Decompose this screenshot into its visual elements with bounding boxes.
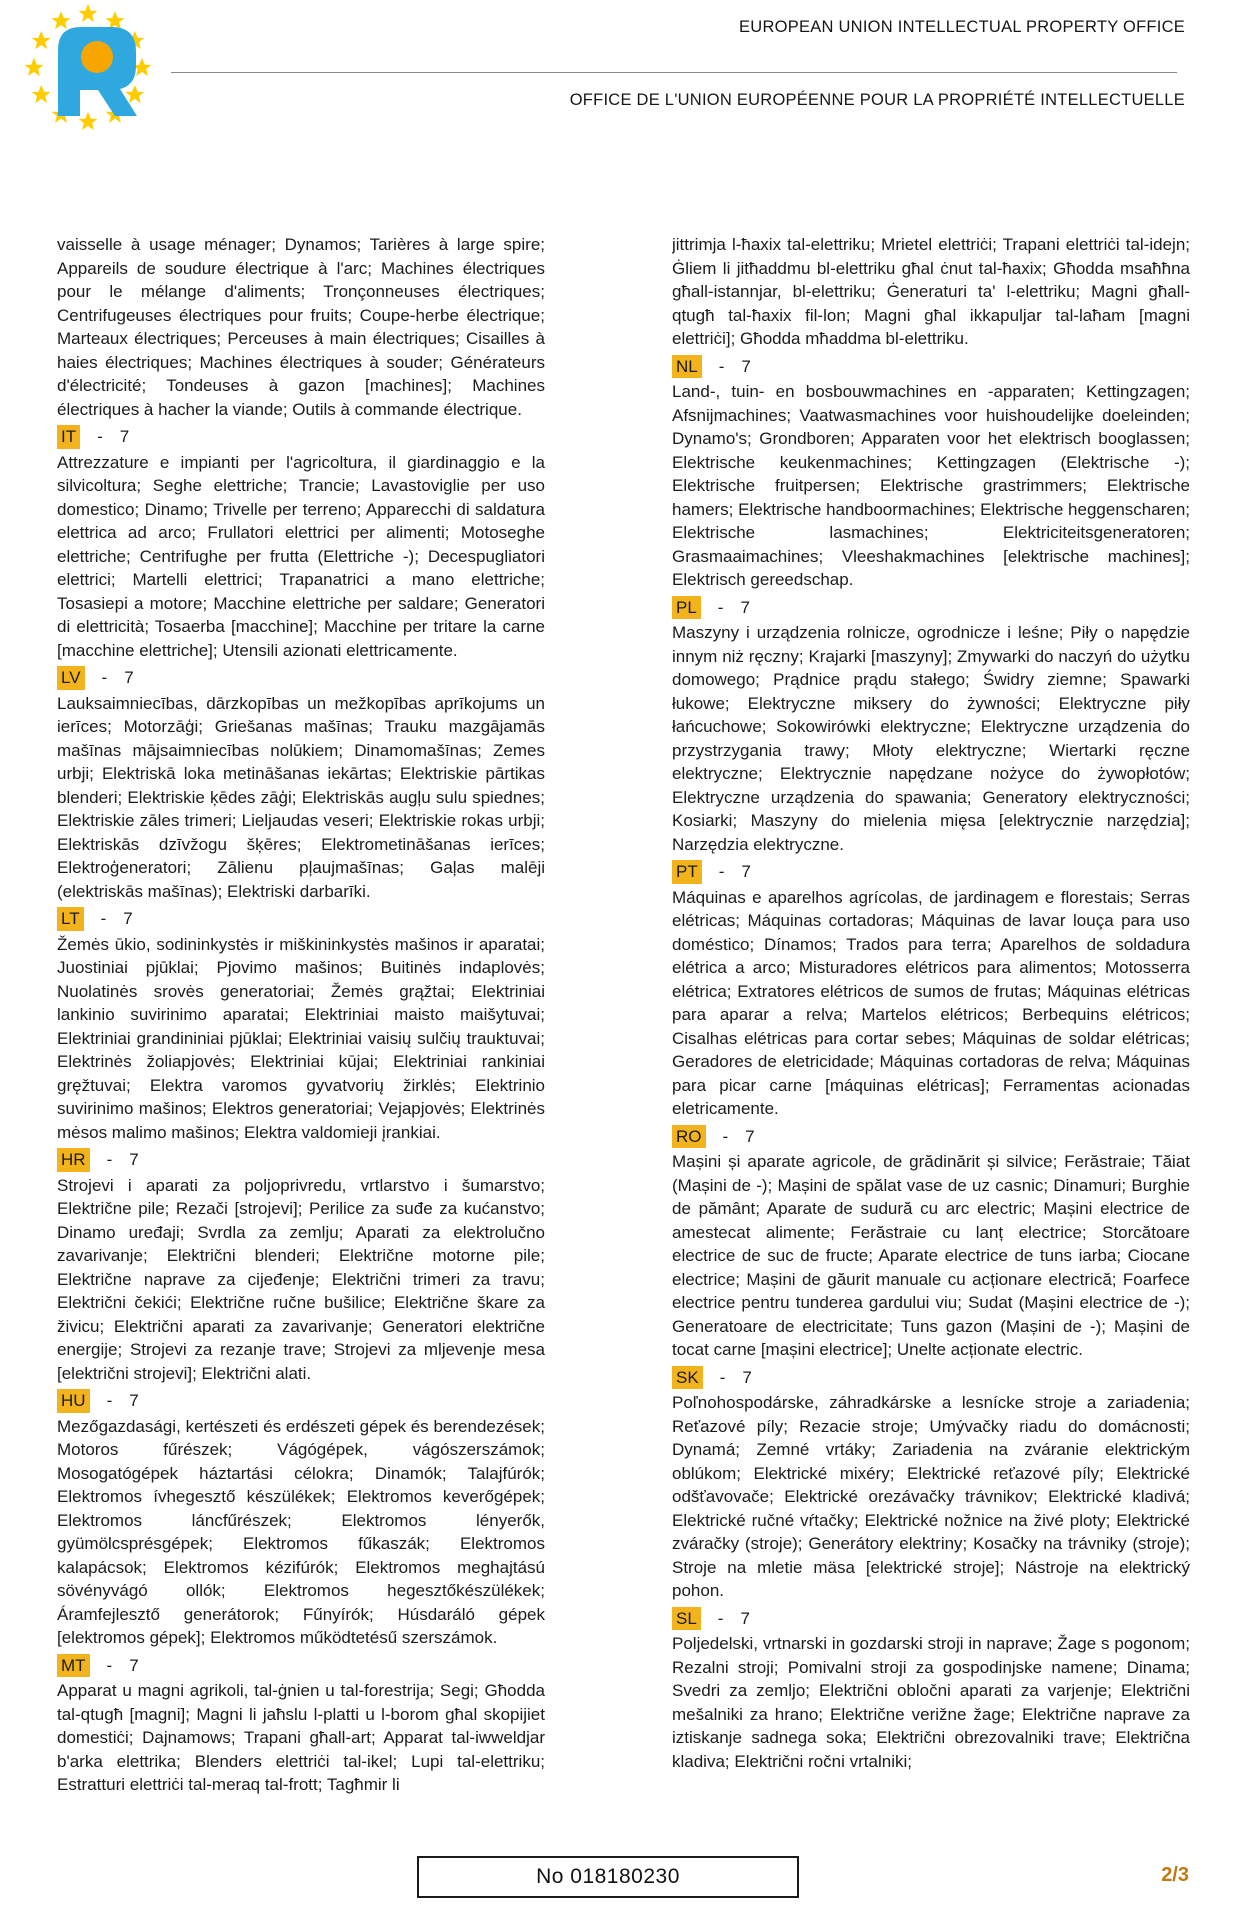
lang-code-badge-hr: HR: [57, 1148, 90, 1172]
application-number-box: [417, 1856, 799, 1898]
heading-separator: -: [719, 1367, 726, 1387]
lang-code-badge-sl: SL: [672, 1607, 701, 1631]
lang-code-badge-lv: LV: [57, 666, 85, 690]
lang-code-badge-pl: PL: [672, 596, 701, 620]
lang-heading-pl: [672, 596, 1190, 620]
nice-class-number: 7: [124, 668, 134, 687]
lang-heading-hu: [57, 1389, 545, 1413]
nice-class-number: 7: [740, 1608, 750, 1628]
nice-class-number: 7: [741, 356, 751, 376]
lang-heading-it: [57, 425, 545, 449]
goods-list-pl: Maszyny i urządzenia rolnicze, ogrodnicze i leśne; Piły o napędzie innym niż ręczny; Krajarki [maszyny]; Zmywarki do naczyń do użytku domowego; Prądnice prądu stałego; Świdry ziemne; Spawarki łukowe; Elektryczne miksery do żywności; Elektryczne piły łańcuchowe; Sokowirówki elektryczne; Elektryczne urządzenia do przystrzygania trawy; Młoty elektryczne; Wiertarki ręczne elektryczne; Elektrycznie napędzane nożyce do żywopłotów; Elektryczne urządzenia do spawania; Generatory elektryczności; Kosiarki; Maszyny do mielenia mięsa [elektrycznie narzędzia]; Narzędzia elektryczne.: [672, 623, 1190, 854]
section-hr: [57, 1148, 545, 1385]
section-sk: [672, 1366, 1190, 1603]
goods-list-sk: Poľnohospodárske, záhradkárske a lesnícke stroje a zariadenia; Reťazové píly; Rezacie stroje; Umývačky riadu do domácnosti; Dynamá; Zemné vrtáky; Zariadenia na zváranie elektrickým oblúkom; Elektrické mixéry; Elektrické reťazové píly; Elektrické odšťavovače; Elektrické orezávačky trávnikov; Elektrické kladivá; Elektrické ručné vŕtačky; Elektrické nožnice na živé ploty; Elektrické zváračky (stroje); Generátory elektriny; Kosačky na trávniky (stroje); Stroje na mletie mäsa [elektrické stroje]; Nástroje na elektrický pohon.: [672, 1393, 1190, 1600]
application-number: No 018180230: [536, 1865, 680, 1888]
left-column: [57, 233, 545, 1797]
nice-class-number: 7: [129, 1150, 139, 1169]
heading-separator: -: [106, 1391, 113, 1410]
page-indicator: 2/3: [1161, 1864, 1189, 1886]
lang-code-badge-it: IT: [57, 425, 80, 449]
section-pl: [672, 596, 1190, 857]
nice-class-number: 7: [742, 1367, 752, 1387]
registered-r-icon: [58, 27, 137, 116]
header-divider: [171, 72, 1177, 73]
lang-heading-lv: [57, 666, 545, 690]
goods-list-sl: Poljedelski, vrtnarski in gozdarski stroji in naprave; Žage s pogonom; Rezalni stroji; Pomivalni stroji za gospodinjske namene; Dinama; Svedri za zemljo; Električni obločni aparati za varjenje; Električni mešalniki za hrano; Električne verižne žage; Električne naprave za iztiskanje sadnega soka; Električni obrezovalniki trave; Električna kladiva; Električni ročni vrtalniki;: [672, 1634, 1190, 1771]
heading-separator: -: [717, 1608, 724, 1628]
lang-heading-lt: [57, 907, 545, 931]
goods-list-hu: Mezőgazdasági, kertészeti és erdészeti gépek és berendezések; Motoros fűrészek; Vágógépek, vágószerszámok; Mosogatógépek háztartási célokra; Dinamók; Talajfúrók; Elektromos ívhegesztő készülékek; Elektromos keverőgépek; Elektromos láncfűrészek; Elektromos lényerők, gyümölcsprésgépek; Elektromos fűkaszák; Elektromos kalapácsok; Elektromos kézifúrók; Elektromos meghajtású sövényvágó ollók; Elektromos hegesztőkészülékek; Áramfejlesztő generátorok; Fűnyírók; Húsdaráló gépek [elektromos gépek]; Elektromos működtetésű szerszámok.: [57, 1416, 545, 1647]
heading-separator: -: [97, 427, 103, 446]
section-sl: [672, 1607, 1190, 1774]
lang-heading-sk: [672, 1366, 1190, 1390]
goods-list-hr: Strojevi i aparati za poljoprivredu, vrtlarstvo i šumarstvo; Električne pile; Rezači [strojevi]; Perilice za suđe za kućanstvo; Dinamo uređaji; Svrdla za zemlju; Aparati za elektrolučno zavarivanje; Električni blenderi; Električne motorne pile; Električne naprave za cijeđenje; Električni trimeri za travu; Električni čekići; Električne ručne bušilice; Električne škare za živicu; Električni aparati za zavarivanje; Generatori električne energije; Strojevi za rezanje trave; Strojevi za mljevenje mesa [električni strojevi]; Električni alati.: [57, 1175, 545, 1383]
section-nl: [672, 355, 1190, 592]
heading-separator: -: [106, 1150, 113, 1169]
section-lv: [57, 666, 545, 903]
office-name-en: EUROPEAN UNION INTELLECTUAL PROPERTY OFFICE: [739, 18, 1185, 36]
nice-class-number: 7: [123, 909, 133, 928]
heading-separator: -: [718, 862, 725, 881]
section-it: [57, 425, 545, 662]
goods-list-pt: Máquinas e aparelhos agrícolas, de jardinagem e florestais; Serras elétricas; Máquinas cortadoras; Máquinas de lavar louça para uso doméstico; Dínamos; Trados para terra; Aparelhos de soldadura elétrica a arco; Misturadores elétricos para alimentos; Motosserra elétrica; Extratores elétricos de sumos de frutas; Máquinas elétricas para aparar a relva; Martelos elétricos; Berbequins elétricos; Cisalhas elétricas para cortar sebes; Máquinas de soldar elétricas; Geradores de eletricidade; Máquinas cortadoras de relva; Máquinas para picar carne [máquinas elétricas]; Ferramentas acionadas eletricamente.: [672, 887, 1190, 1118]
section-lt: [57, 907, 545, 1144]
lang-heading-pt: [672, 860, 1190, 884]
heading-separator: -: [722, 1126, 729, 1146]
right-column: [672, 233, 1190, 1773]
lang-code-badge-mt: MT: [57, 1654, 90, 1678]
lang-code-badge-lt: LT: [57, 907, 84, 931]
lang-code-badge-hu: HU: [57, 1389, 90, 1413]
heading-separator: -: [717, 597, 724, 617]
section-hu: [57, 1389, 545, 1650]
goods-list-lt: Žemės ūkio, sodininkystės ir miškininkystės mašinos ir aparatai; Juostiniai pjūklai; Pjovimo mašinos; Buitinės indaplovės; Nuolatinės srovės generatoriai; Žemės grąžtai; Elektriniai lankinio suvirinimo aparatai; Elektriniai maisto maišytuvai; Elektriniai grandininiai pjūklai; Elektriniai vaisių sulčių trauktuvai; Elektrinės žoliapjovės; Elektriniai kūjai; Elektriniai rankiniai gręžtuvai; Elektra varomos gyvatvorių žirklės; Elektrinio suvirinimo mašinos; Elektros generatoriai; Vejapjovės; Elektrinės mėsos malimo mašinos; Elektra valdomieji įrankiai.: [57, 934, 545, 1142]
section-ro: [672, 1125, 1190, 1362]
heading-separator: -: [100, 909, 107, 928]
lang-heading-nl: [672, 355, 1190, 379]
section-mt: [57, 1654, 545, 1797]
goods-list-mt: Apparat u magni agrikoli, tal-ġnien u tal-forestrija; Segi; Għodda tal-qtugħ [magni]; Magni li jaħslu l-platti u l-borom għal skopijiet domestiċi; Dajnamows; Trapani għall-art; Apparat tal-iwweldjar b'arka elettrika; Blenders elettriċi tal-ikel; Lupi tal-elettriku; Estratturi elettriċi tal-meraq tal-frott; Tagħmir li: [57, 1681, 545, 1794]
lang-heading-hr: [57, 1148, 545, 1172]
lang-heading-sl: [672, 1607, 1190, 1631]
goods-list-mt-continuation: jittrimja l-ħaxix tal-elettriku; Mrietel elettriċi; Trapani elettriċi tal-idejn; Ġliem li jitħaddmu bl-elettriku għal ċnut tal-ħaxix; Għodda msaħħna għall-istannjar, bl-elettriku; Ġeneraturi ta' l-elettriku; Magni għall-qtugħ tal-ħaxix fil-lon; Magni għal ikkapuljar tal-laħam [magni elettriċi]; Għodda mħaddma bl-elettriku.: [672, 235, 1190, 348]
heading-separator: -: [106, 1655, 113, 1675]
lang-heading-ro: [672, 1125, 1190, 1149]
nice-class-number: 7: [741, 862, 751, 881]
goods-list-nl: Land-, tuin- en bosbouwmachines en -apparaten; Kettingzagen; Afsnijmachines; Vaatwasmachines voor huishoudelijke doeleinden; Dynamo's; Grondboren; Apparaten voor het elektrisch booglassen; Elektrische keukenmachines; Kettingzagen (Elektrische -); Elektrische fruitpersen; Elektrische grastrimmers; Elektrische hamers; Elektrische handboormachines; Elektrische heggenscharen; Elektrische lasmachines; Elektriciteitsgeneratoren; Grasmaaimachines; Vleeshakmachines [elektrische machines]; Elektrisch gereedschap.: [672, 382, 1190, 589]
goods-list-lv: Lauksaimniecības, dārzkopības un mežkopības aprīkojums un ierīces; Motorzāģi; Griešanas mašīnas; Trauku mazgājamās mašīnas mājsaimniecības nolūkiem; Dinamomašīnas; Zemes urbji; Elektriskā loka metināšanas iekārtas; Elektriskie pārtikas blenderi; Elektriskie ķēdes zāģi; Elektriskās augļu sulu spiednes; Elektriskie zāles trimeri; Lieljaudas veseri; Elektriskie rokas urbji; Elektriskās dzīvžogu šķēres; Elektrometināšanas ierīces; Elektroģeneratori; Zālienu pļaujmašīnas; Gaļas malēji (elektriskās mašīnas); Elektriski darbarīki.: [57, 693, 545, 901]
goods-list-fr-continuation: vaisselle à usage ménager; Dynamos; Tarières à large spire; Appareils de soudure électrique à l'arc; Machines électriques pour le mélange d'aliments; Tronçonneuses électriques; Centrifugeuses électriques pour fruits; Coupe-herbe électrique; Marteaux électriques; Perceuses à main électriques; Cisailles à haies électriques; Machines électriques à souder; Générateurs d'électricité; Tondeuses à gazon [machines]; Machines électriques à hacher la viande; Outils à commande électrique.: [57, 235, 545, 419]
heading-separator: -: [718, 356, 725, 376]
lang-code-badge-ro: RO: [672, 1125, 706, 1149]
lang-code-badge-sk: SK: [672, 1366, 703, 1390]
euipo-logo: [8, 4, 178, 132]
heading-separator: -: [101, 668, 108, 687]
section-pt: [672, 860, 1190, 1121]
lang-code-badge-pt: PT: [672, 860, 702, 884]
nice-class-number: 7: [119, 427, 130, 446]
nice-class-number: 7: [745, 1126, 755, 1146]
lang-heading-mt: [57, 1654, 545, 1678]
goods-list-ro: Mașini și aparate agricole, de grădinărit și silvice; Ferăstraie; Tăiat (Mașini de -); Mașini de spălat vase de uz casnic; Dinamuri; Burghie de pământ; Aparate de sudură cu arc electric; Mașini electrice de amestecat alimente; Ferăstraie cu lanț electrice; Storcătoare electrice de suc de fructe; Aparate electrice de tuns iarba; Ciocane electrice; Mașini de găurit manuale cu acționare electrică; Foarfece electrice pentru tunderea gardului viu; Sudat (Mașini electrice de -); Generatoare de electricitate; Tuns gazon (Mașini de -); Mașini de tocat carne [mașini electrice]; Unelte acționate electric.: [672, 1152, 1190, 1359]
office-name-fr: OFFICE DE L'UNION EUROPÉENNE POUR LA PROPRIÉTÉ INTELLECTUELLE: [569, 91, 1185, 109]
lang-code-badge-nl: NL: [672, 355, 702, 379]
nice-class-number: 7: [129, 1391, 139, 1410]
goods-list-it: Attrezzature e impianti per l'agricoltura, il giardinaggio e la silvicoltura; Seghe elettriche; Trancie; Lavastoviglie per uso domestico; Dinamo; Trivelle per terreno; Apparecchi di saldatura elettrica ad arco; Frullatori elettrici per alimenti; Motoseghe elettriche; Centrifughe per frutta (Elettriche -); Decespugliatori elettrici; Martelli elettrici; Trapanatrici a mano elettriche; Tosasiepi a motore; Macchine elettriche per saldare; Generatori di elettricità; Tosaerba [macchine]; Macchine per tritare la carne [macchine elettriche]; Utensili azionati elettricamente.: [57, 452, 545, 660]
nice-class-number: 7: [740, 597, 750, 617]
nice-class-number: 7: [129, 1655, 139, 1675]
